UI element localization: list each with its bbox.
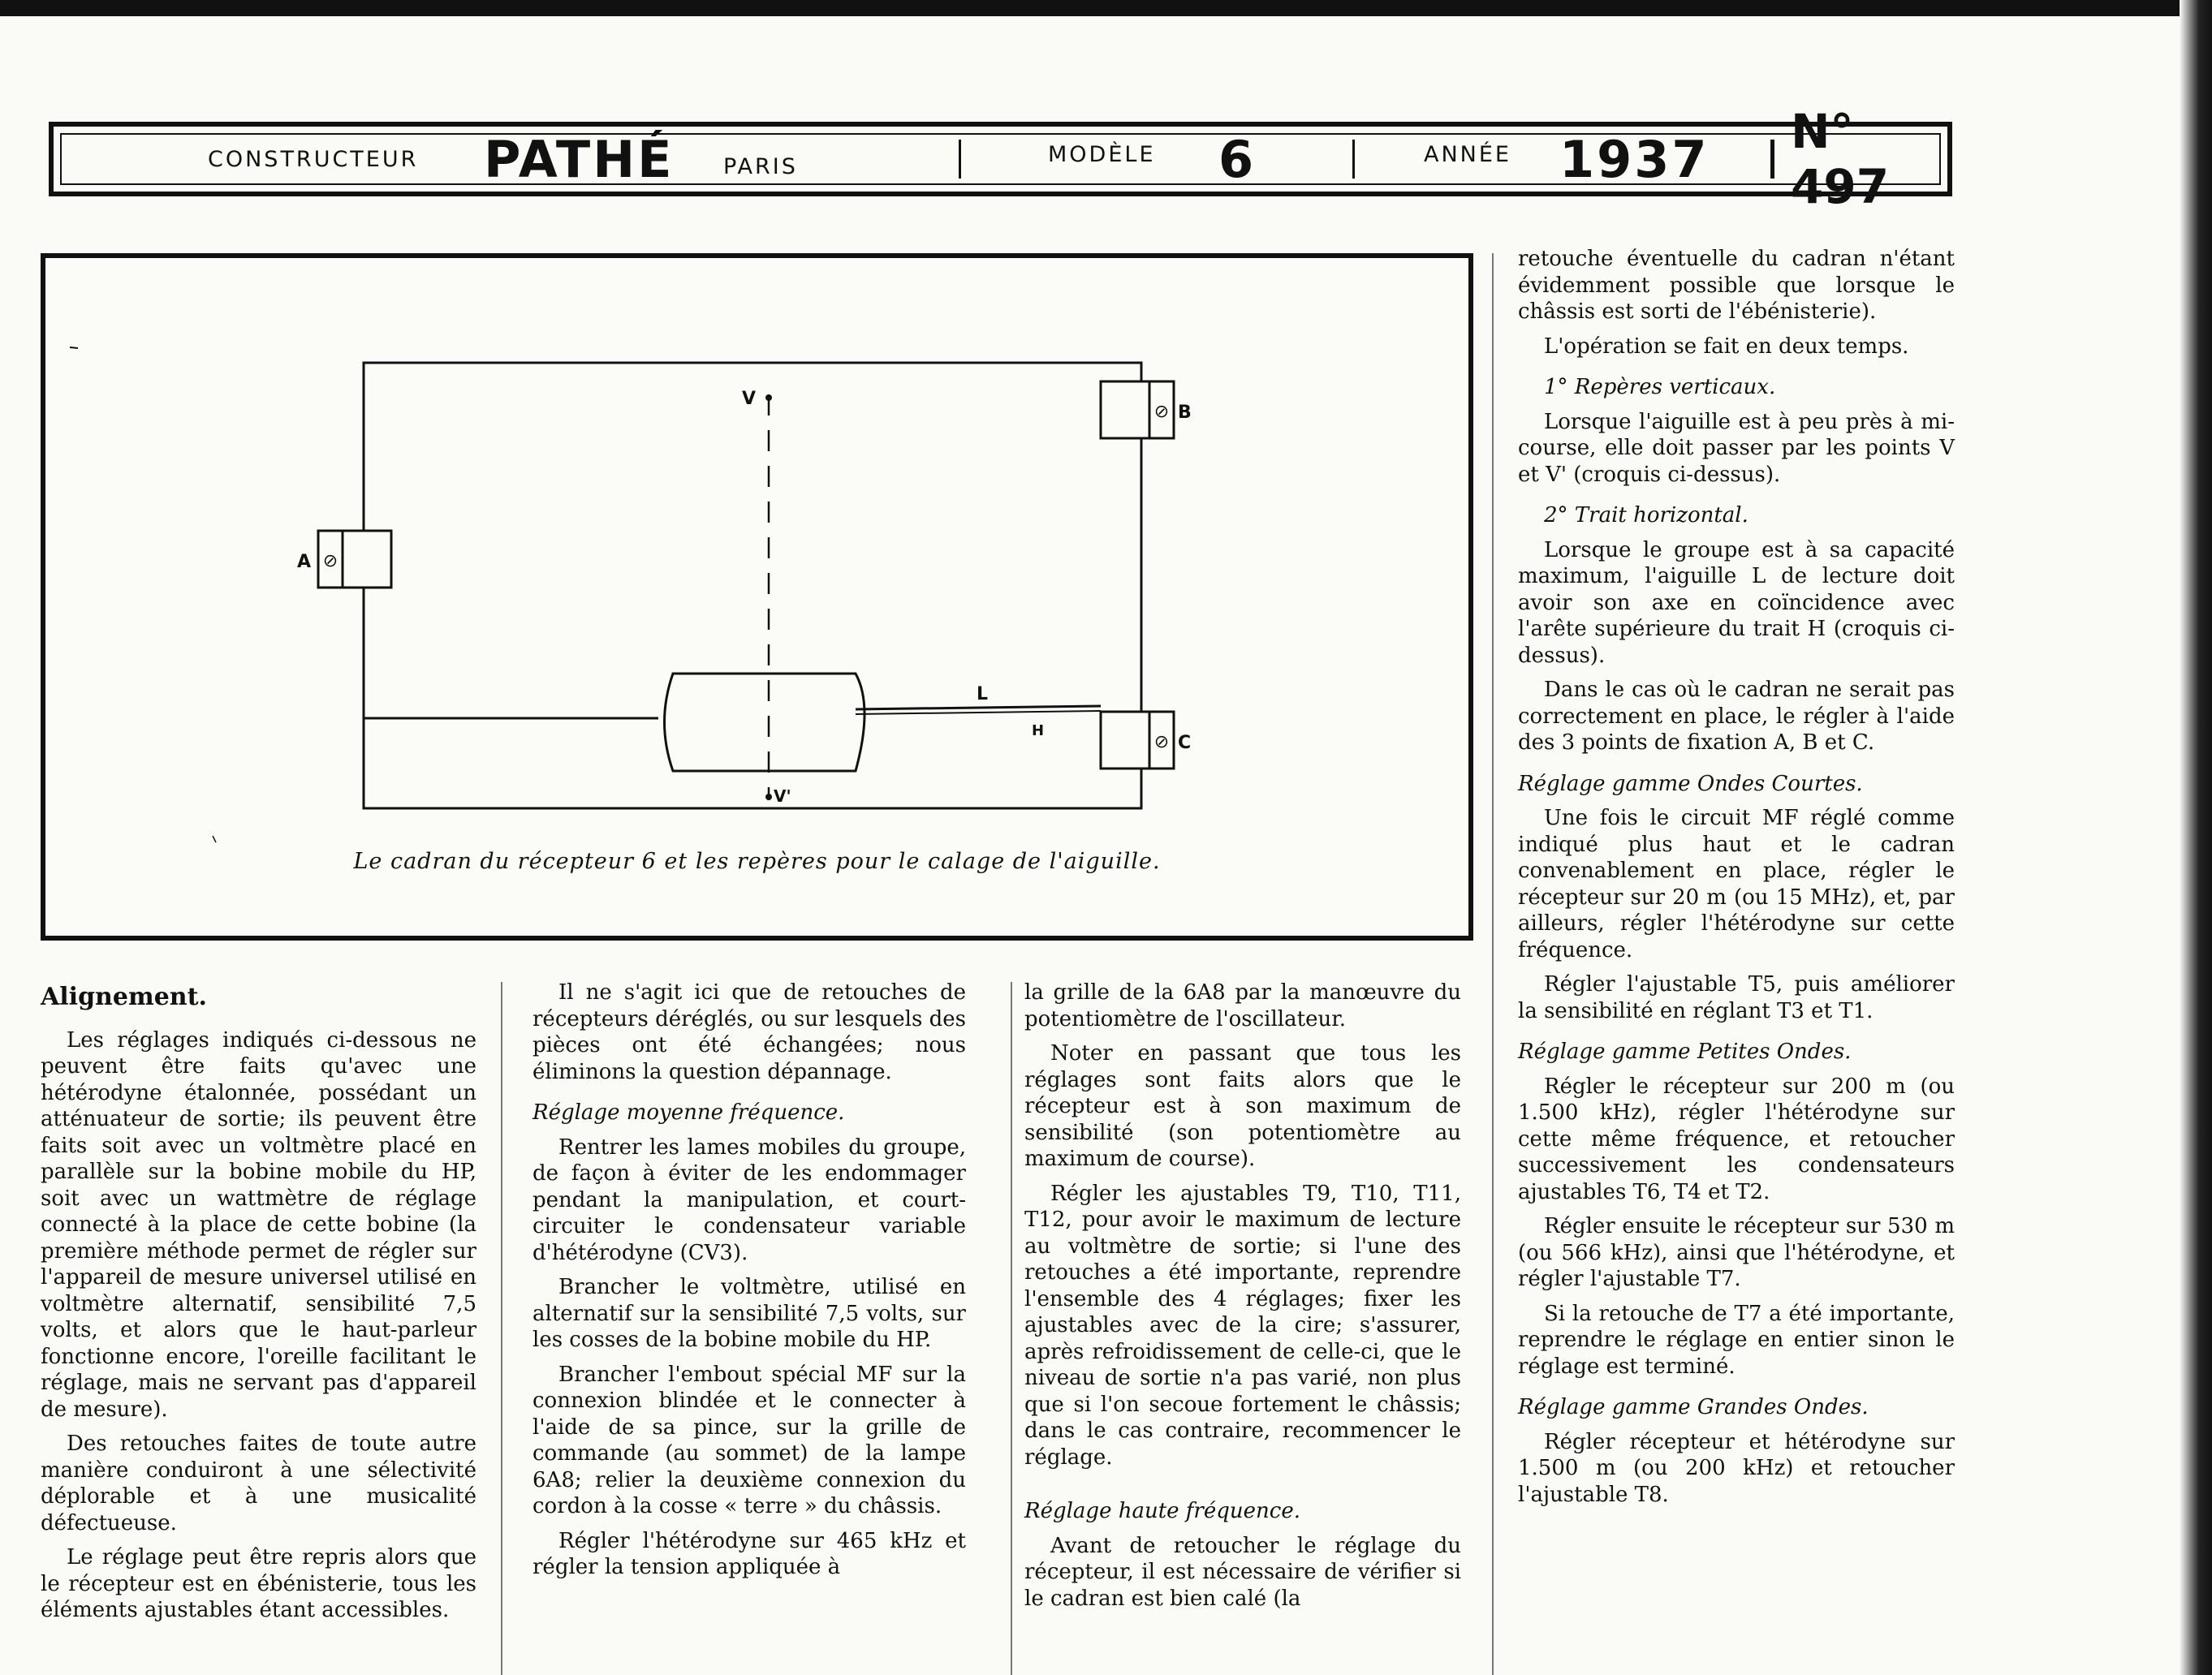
section-heading: Alignement.	[41, 983, 207, 1011]
screw-c-symbol: ⊘	[1153, 732, 1170, 752]
dial-diagram	[45, 258, 1468, 936]
paragraph: Rentrer les lames mobiles du groupe, de façon à éviter de les endommager pendant la manipulation, et court-circuiter le condensateur variable d'hétérodyne (CV3).	[533, 1135, 966, 1265]
sheet-number: N° 497	[1791, 104, 1890, 214]
paragraph: Brancher le voltmètre, utilisé en alternatif sur la sensibilité 7,5 volts, sur les cosses de la bobine mobile du HP.	[533, 1275, 966, 1352]
subheading: 2° Trait horizontal.	[1544, 503, 1748, 527]
screw-a-symbol: ⊘	[322, 551, 338, 571]
figure-caption: Le cadran du récepteur 6 et les repères pour le calage de l'aiguille.	[353, 849, 1161, 874]
label-l: L	[977, 684, 989, 704]
paragraph: Des retouches faites de toute autre manière conduiront à une sélectivité déplorable et à une musicalité défectueuse.	[41, 1432, 476, 1535]
paragraph: Une fois le circuit MF réglé comme indiqué plus haut et le cadran convenablement en place, régler le récepteur sur 20 m (ou 15 MHz), et, par ailleurs, régler l'hétérodyne sur cette fréquence.	[1518, 806, 1955, 962]
subheading: 1° Repères verticaux.	[1544, 375, 1776, 399]
paragraph: Noter en passant que tous les réglages sont faits alors que le récepteur est à son maximum de sensibilité (son potentiomètre au maximum de course).	[1024, 1041, 1461, 1171]
paragraph: Régler les ajustables T9, T10, T11, T12, pour avoir le maximum de lecture au voltmètre de sortie; si l'une des retouches a été importante, reprendre l'ensemble des 4 réglages; fixer les ajustables avec de la cire; s'assurer, après refroidissement de celle-ci, que le niveau de sortie n'a pas varié, non plus que si l'on secoue fortement le châssis; dans le cas contraire, recommencer le réglage.	[1024, 1181, 1461, 1470]
modele-value: 6	[1218, 129, 1257, 189]
city-label: PARIS	[723, 153, 798, 179]
subheading: Réglage haute fréquence.	[1024, 1499, 1300, 1523]
paragraph: Lorsque l'aiguille est à peu près à mi-course, elle doit passer par les points V et V' (croquis ci-dessus).	[1518, 409, 1955, 487]
screw-b-symbol: ⊘	[1153, 402, 1170, 422]
paragraph: Régler le récepteur sur 200 m (ou 1.500 kHz), régler l'hétérodyne sur cette même fréquence, et retoucher successivement les condensateurs ajustables T6, T4 et T2.	[1518, 1074, 1955, 1204]
paragraph: Brancher l'embout spécial MF sur la connexion blindée et le connecter à l'aide de sa pince, sur la grille de commande (au sommet) de la lampe 6A8; relier la deuxième connexion du cordon à la cosse « terre » du châssis.	[533, 1362, 966, 1518]
needle-l	[856, 706, 1101, 709]
label-a: A	[297, 552, 312, 572]
paragraph: Régler l'hétérodyne sur 465 kHz et régler la tension appliquée à	[533, 1528, 966, 1579]
column-4	[1518, 246, 1955, 1516]
page-right-edge	[2180, 0, 2212, 1675]
annee-value: 1937	[1559, 129, 1710, 189]
dial-figure	[41, 253, 1473, 941]
column-3	[1024, 980, 1461, 1620]
paragraph: Dans le cas où le cadran ne serait pas correctement en place, le régler à l'aide des 3 points de fixation A, B et C.	[1518, 678, 1955, 755]
label-c: C	[1178, 733, 1192, 753]
column-1	[41, 984, 476, 1632]
modele-label: MODÈLE	[1048, 141, 1156, 167]
paragraph: L'opération se fait en deux temps.	[1544, 334, 1909, 359]
paragraph: la grille de la 6A8 par la manœuvre du potentiomètre de l'oscillateur.	[1024, 980, 1461, 1031]
paragraph: Régler récepteur et hétérodyne sur 1.500 m (ou 200 kHz) et retoucher l'ajustable T8.	[1518, 1429, 1955, 1507]
label-v: V	[742, 389, 757, 409]
header-divider	[959, 140, 961, 179]
annee-label: ANNÉE	[1424, 141, 1511, 167]
brand-name: PATHÉ	[484, 129, 675, 189]
paragraph: Lorsque le groupe est à sa capacité maximum, l'aiguille L de lecture doit avoir son axe en coïncidence avec l'arête supérieure du trait H (croquis ci-dessus).	[1518, 537, 1955, 668]
paragraph: retouche éventuelle du cadran n'étant évidemment possible que lorsque le châssis est sorti de l'ébénisterie).	[1518, 247, 1955, 324]
label-v-prime: V'	[774, 786, 791, 806]
column-2	[533, 980, 966, 1589]
paragraph: Régler l'ajustable T5, puis améliorer la sensibilité en réglant T3 et T1.	[1518, 972, 1955, 1023]
constructeur-label: CONSTRUCTEUR	[208, 146, 419, 172]
paragraph: Si la retouche de T7 a été importante, reprendre le réglage en entier sinon le réglage est terminé.	[1518, 1301, 1955, 1379]
column-rule	[1492, 253, 1494, 1675]
paragraph: Il ne s'agit ici que de retouches de récepteurs déréglés, ou sur lesquels des pièces ont été échangées; nous éliminons la question dépannage.	[533, 980, 966, 1084]
header-divider	[1770, 140, 1774, 179]
paragraph: Régler ensuite le récepteur sur 530 m (ou 566 kHz), ainsi que l'hétérodyne, et régler l'ajustable T7.	[1518, 1214, 1955, 1291]
paragraph: Avant de retoucher le réglage du récepteur, il est nécessaire de vérifier si le cadran est bien calé (la	[1024, 1533, 1461, 1611]
subheading: Réglage moyenne fréquence.	[533, 1100, 845, 1125]
paragraph: Les réglages indiqués ci-dessous ne peuvent être faits qu'avec une hétérodyne étalonnée, possédant un atténuateur de sortie; ils peuvent être faits soit avec un voltmètre placé en parallèle sur la bobine mobile du HP, soit avec un wattmètre de réglage connecté à la place de cette bobine (la première méthode permet de régler sur l'appareil de mesure universel utilisé en voltmètre alternatif, sensibilité 7,5 volts, et alors que le haut-parleur fonctionne encore, l'oreille facilitant le réglage, mais ne servant pas d'appareil de mesure).	[41, 1027, 476, 1422]
paragraph: Le réglage peut être repris alors que le récepteur est en ébénisterie, tous les éléments ajustables étant accessibles.	[41, 1545, 476, 1622]
subheading: Réglage gamme Grandes Ondes.	[1518, 1395, 1869, 1419]
label-b: B	[1178, 403, 1192, 423]
label-h: H	[1032, 722, 1045, 739]
column-rule	[1011, 982, 1012, 1675]
subheading: Réglage gamme Petites Ondes.	[1518, 1040, 1852, 1064]
capsule	[665, 674, 865, 771]
header-divider	[1352, 140, 1355, 179]
page-top-edge	[0, 0, 2212, 16]
subheading: Réglage gamme Ondes Courtes.	[1518, 771, 1863, 796]
sheet-header	[49, 104, 1952, 214]
column-rule	[501, 982, 502, 1675]
